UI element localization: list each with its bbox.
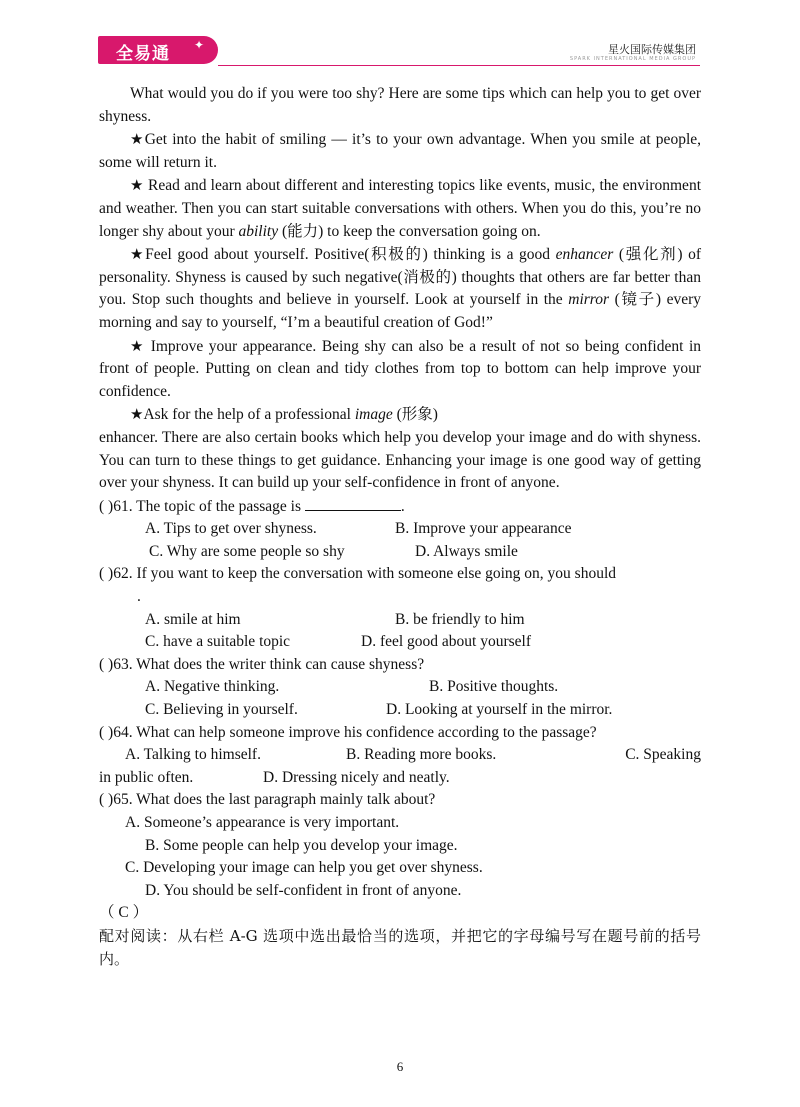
q63-options-row-2 bbox=[99, 699, 701, 722]
q64-option-d: D. Dressing nicely and neatly. bbox=[263, 768, 450, 786]
tip-4: ★ Improve your appearance. Being shy can also be a result of not so being confident in front of people. Putting on clean and tidy clothes from top to bottom can help improve your confidence. bbox=[99, 336, 701, 400]
tip-2: ★ Read and learn about different and interesting topics like events, music, the environment and weather. Then you can start suitable conversations with others. When you do this, you’re no longer shy about your ability (能力) to keep the conversation going on. bbox=[99, 176, 701, 240]
star-icon: ★ bbox=[130, 405, 144, 424]
tip-5-continued: enhancer. There are also certain books which help you develop your image and do with shyness. You can turn to these things to get guidance. Enhancing your image is one good way of getting over your shyness. It can build up your self-confidence in front of anyone. bbox=[99, 428, 701, 492]
q64-option-b: B. Reading more books. bbox=[346, 746, 497, 764]
q64-options-row-1 bbox=[99, 744, 701, 767]
star-icon: ★ bbox=[130, 130, 145, 149]
tip-5: ★Ask for the help of a professional image (形象) bbox=[130, 405, 438, 424]
q64-option-c: C. Speaking bbox=[625, 746, 701, 764]
passage-intro: What would you do if you were too shy? Here are some tips which can help you to get over shyness. bbox=[99, 85, 701, 125]
section-c-instruction: 配对阅读：从右栏 A-G 选项中选出最恰当的选项，并把它的字母编号写在题号前的括号内。 bbox=[99, 926, 701, 968]
q61-option-a: A. Tips to get over shyness. bbox=[145, 520, 317, 538]
header-rule bbox=[218, 65, 700, 66]
q62-option-d: D. feel good about yourself bbox=[361, 633, 532, 651]
sparkle-icon: ✦ bbox=[194, 38, 205, 52]
star-icon: ★ bbox=[130, 336, 146, 355]
question-62-end: . bbox=[137, 588, 141, 606]
question-62: ( )62. If you want to keep the conversation with someone else going on, you should bbox=[99, 565, 616, 583]
logo-text: 全易通 bbox=[116, 44, 170, 64]
q61-options-row-2 bbox=[99, 541, 701, 564]
question-61: ( )61. The topic of the passage is . bbox=[99, 495, 701, 519]
q65-option-c: C. Developing your image can help you get over shyness. bbox=[125, 859, 483, 877]
q61-option-d: D. Always smile bbox=[415, 542, 518, 560]
q63-option-a: A. Negative thinking. bbox=[145, 678, 280, 696]
tip-1: ★Get into the habit of smiling — it’s to your own advantage. When you smile at people, some will return it. bbox=[99, 130, 701, 171]
q65-option-d: D. You should be self-confident in front of anyone. bbox=[145, 881, 462, 899]
q65-option-a: A. Someone’s appearance is very important. bbox=[125, 814, 400, 831]
q64-option-a: A. Talking to himself. bbox=[125, 746, 261, 764]
q65-option-b: B. Some people can help you develop your image. bbox=[145, 836, 458, 854]
q62-option-c: C. have a suitable topic bbox=[145, 633, 291, 651]
q64-option-c-continued: in public often. bbox=[99, 768, 194, 786]
question-64: ( )64. What can help someone improve his confidence according to the passage? bbox=[99, 723, 597, 741]
q61-options-row-1 bbox=[99, 518, 701, 541]
q62-options-row-2 bbox=[99, 631, 701, 654]
q63-option-c: C. Believing in yourself. bbox=[145, 701, 298, 719]
q62-option-b: B. be friendly to him bbox=[395, 610, 525, 628]
answer-blank[interactable] bbox=[305, 495, 401, 511]
star-icon: ★ bbox=[130, 245, 146, 264]
page-number: 6 bbox=[396, 1059, 404, 1074]
section-c-title: （ C ） bbox=[99, 904, 149, 922]
q62-option-a: A. smile at him bbox=[145, 610, 241, 628]
q61-option-b: B. Improve your appearance bbox=[395, 520, 572, 538]
q61-option-c: C. Why are some people so shy bbox=[149, 542, 345, 560]
q64-options-row-2 bbox=[99, 767, 701, 790]
publisher-name: 星火国际传媒集团 bbox=[608, 43, 696, 56]
star-icon: ★ bbox=[130, 176, 144, 195]
publisher-name-en: SPARK INTERNATIONAL MEDIA GROUP bbox=[569, 56, 696, 62]
question-65: ( )65. What does the last paragraph mainly talk about? bbox=[99, 791, 436, 809]
q63-options-row-1 bbox=[99, 676, 701, 699]
page-header bbox=[0, 0, 800, 80]
brand-logo bbox=[98, 36, 218, 64]
reading-passage bbox=[99, 83, 701, 971]
q62-options-row-1 bbox=[99, 609, 701, 632]
q63-option-d: D. Looking at yourself in the mirror. bbox=[386, 701, 613, 719]
tip-3: ★Feel good about yourself. Positive(积极的) thinking is a good enhancer (强化剂) of personality. Shyness is caused by such negative(消极的) thoughts that others are far better than you. Stop such thoughts and believe in yourself. Look at yourself in the mirror (镜子) every morning and say to yourself, “I’m a beautiful creation of God!” bbox=[99, 245, 701, 331]
q63-option-b: B. Positive thoughts. bbox=[429, 678, 559, 696]
question-63: ( )63. What does the writer think can cause shyness? bbox=[99, 655, 425, 673]
